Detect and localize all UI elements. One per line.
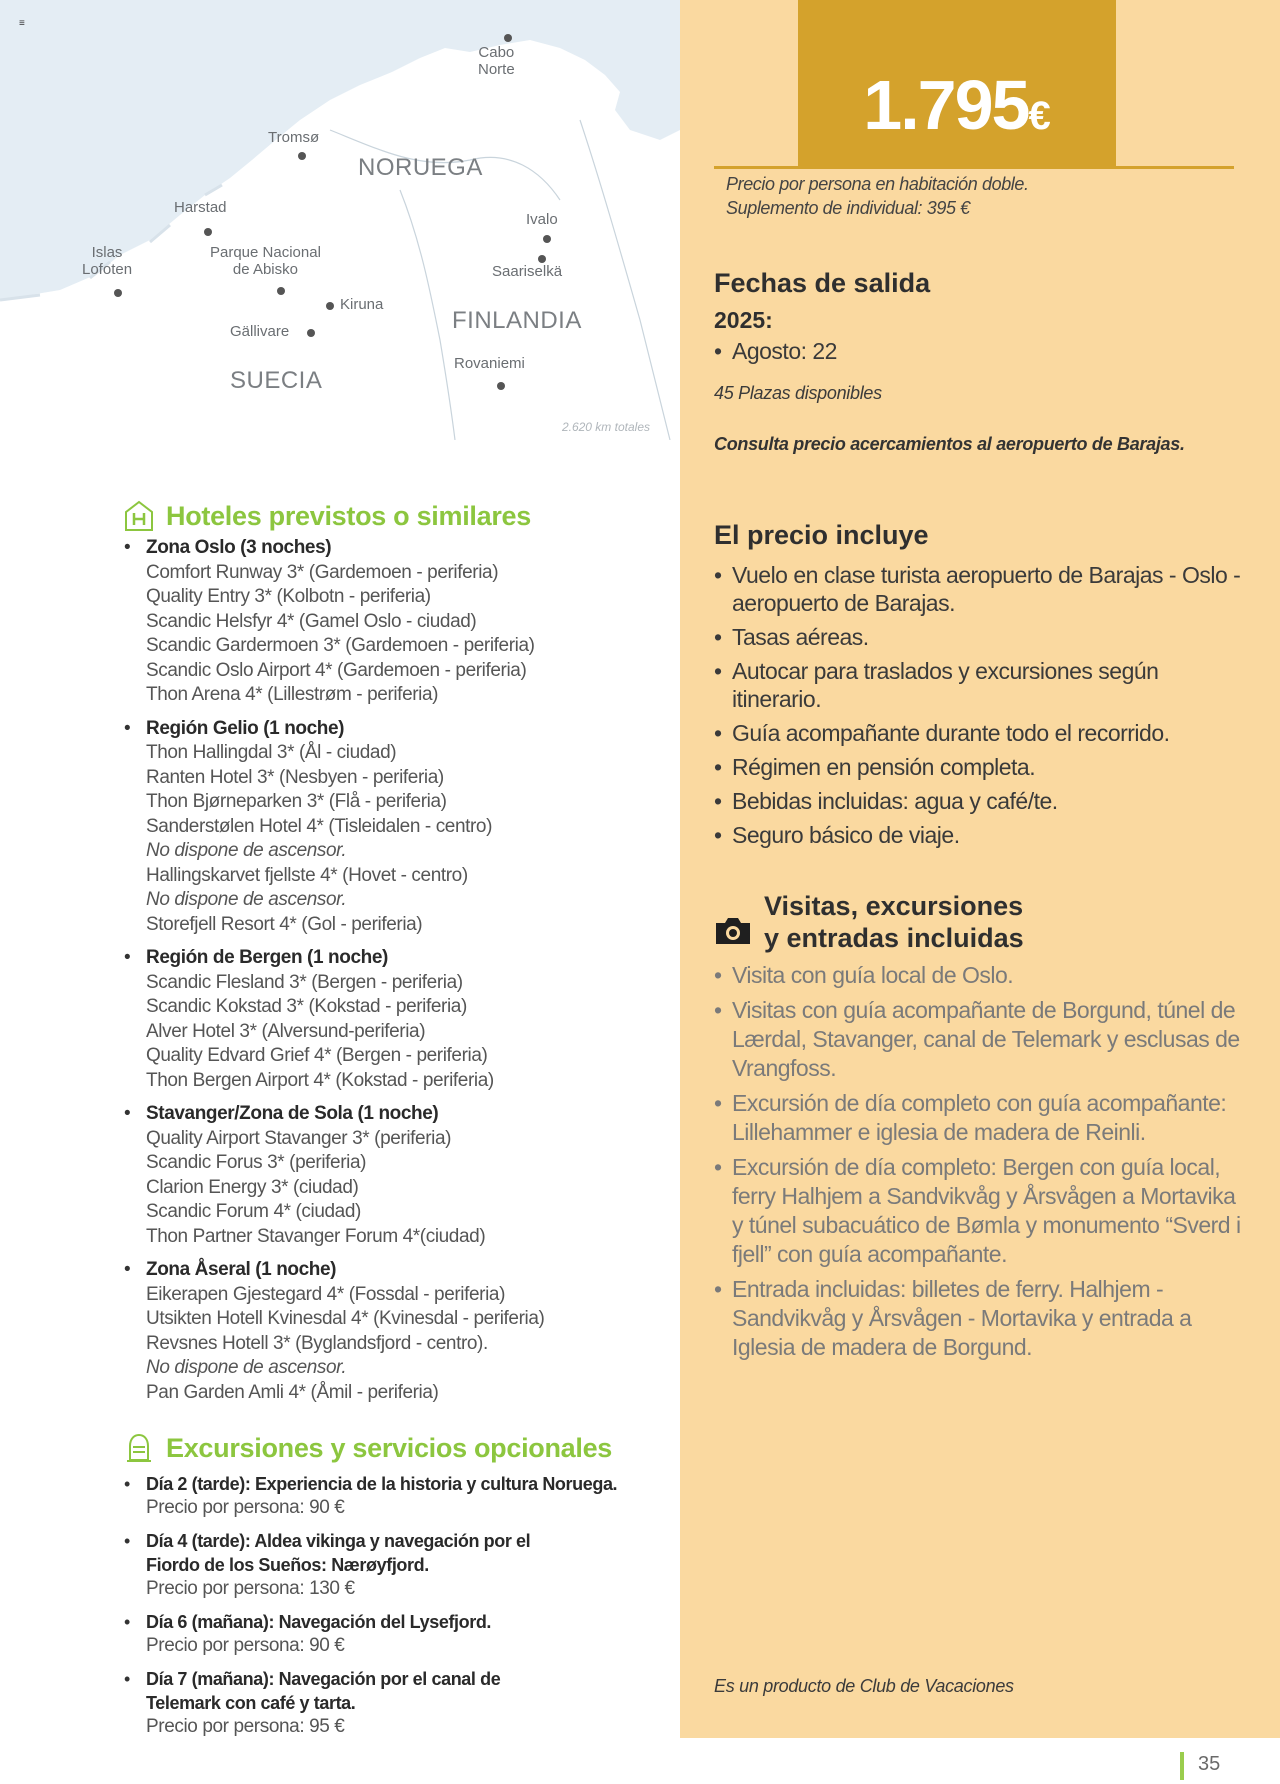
departures-title: Fechas de salida	[714, 268, 931, 298]
menu-icon: ≡	[19, 18, 25, 29]
includes-item: • Bebidas incluidas: agua y café/te.	[714, 787, 1244, 815]
price-divider	[714, 166, 1234, 169]
camera-icon	[714, 916, 752, 946]
hotel-line: Utsikten Hotell Kvinesdal 4* (Kvinesdal - periferia)	[146, 1308, 545, 1329]
hotel-line: Thon Arena 4* (Lillestrøm - periferia)	[146, 684, 439, 705]
map-dot-lofoten	[114, 289, 122, 297]
departures-note: Consulta precio acercamientos al aeropuerto de Barajas.	[714, 434, 1185, 454]
map-dot-kiruna	[326, 302, 334, 310]
hotel-line: Alver Hotel 3* (Alversund-periferia)	[146, 1020, 426, 1042]
hotel-line: Scandic Forum 4* (ciudad)	[146, 1201, 361, 1222]
map-dot-gallivare	[307, 329, 315, 337]
hotel-line: Scandic Flesland 3* (Bergen - periferia)	[146, 971, 463, 993]
optional-item	[124, 1529, 664, 1601]
hotel-zone-name: • Zona Oslo (3 noches)	[146, 537, 332, 558]
map-dot-ivalo	[543, 235, 551, 243]
optional-item	[124, 1667, 664, 1739]
hotel-zone	[124, 1102, 644, 1249]
map-label-saariselka: Saariselkä	[492, 263, 563, 280]
price	[798, 65, 1116, 145]
map-label-abisko: Parque Nacional de Abisko	[210, 244, 321, 278]
hotel-line: Comfort Runway 3* (Gardemoen - periferia)	[146, 561, 499, 583]
map-label-gallivare: Gällivare	[230, 323, 290, 340]
hotel-note: No dispone de ascensor.	[146, 840, 347, 861]
hotel-line: Ranten Hotel 3* (Nesbyen - periferia)	[146, 766, 444, 788]
visits-item: • Entrada incluidas: billetes de ferry. Halhjem - Sandvikvåg y Årsvågen - Mortavika y entrada a Iglesia de madera de Borgund.	[714, 1275, 1244, 1362]
hotels-list	[124, 536, 644, 1414]
departure-date: • Agosto: 22	[714, 337, 1244, 365]
includes-item: • Vuelo en clase turista aeropuerto de Barajas - Oslo - aeropuerto de Barajas.	[714, 561, 1244, 617]
hotel-zone-name: • Zona Åseral (1 noche)	[146, 1259, 337, 1280]
departures-seats: 45 Plazas disponibles	[714, 383, 882, 403]
visits-title-line1: Visitas, excursiones	[764, 891, 1024, 921]
hotel-line: Scandic Gardermoen 3* (Gardemoen - periferia)	[146, 635, 535, 656]
hotel-line: Pan Garden Amli 4* (Åmil - periferia)	[146, 1381, 439, 1403]
map-label-lofoten: Islas Lofoten	[82, 244, 133, 278]
hotel-line: Scandic Kokstad 3* (Kokstad - periferia)	[146, 996, 467, 1017]
hotel-line: Scandic Helsfyr 4* (Gamel Oslo - ciudad)	[146, 610, 477, 632]
hotel-zone-name: • Stavanger/Zona de Sola (1 noche)	[146, 1103, 439, 1124]
departures-year: 2025:	[714, 307, 773, 333]
visits-list	[714, 961, 1244, 1368]
route-map	[0, 0, 680, 440]
optional-item	[124, 1610, 664, 1658]
price-amount: 1.795	[863, 66, 1029, 144]
hotel-line: Scandic Forus 3* (periferia)	[146, 1152, 367, 1173]
hotel-zone	[124, 1258, 644, 1405]
includes-item: • Guía acompañante durante todo el recorrido.	[714, 719, 1244, 747]
optional-title: Excursiones y servicios opcionales	[166, 1433, 613, 1463]
optional-list	[124, 1472, 664, 1748]
map-country-noruega: NORUEGA	[358, 154, 483, 181]
hotel-line: Revsnes Hotell 3* (Byglandsfjord - centro).	[146, 1332, 488, 1354]
includes-item: • Tasas aéreas.	[714, 623, 1244, 651]
hotel-line: Quality Edvard Grief 4* (Bergen - periferia)	[146, 1045, 488, 1066]
price-note	[726, 173, 1029, 221]
excursion-icon	[124, 1432, 154, 1464]
includes-list	[714, 561, 1244, 855]
hotel-line: Hallingskarvet fjellste 4* (Hovet - centro)	[146, 864, 468, 886]
map-dot-rovaniemi	[497, 382, 505, 390]
hotel-line: Thon Bergen Airport 4* (Kokstad - periferia)	[146, 1069, 494, 1091]
hotel-line: Quality Entry 3* (Kolbotn - periferia)	[146, 586, 431, 607]
visits-title-text	[764, 890, 1024, 955]
info-panel	[680, 0, 1280, 1738]
map-dot-harstad	[204, 228, 212, 236]
price-note-single: Suplemento de individual: 395 €	[726, 197, 970, 218]
hotel-zone	[124, 946, 644, 1093]
page-number: 35	[1198, 1753, 1221, 1775]
includes-item: • Régimen en pensión completa.	[714, 753, 1244, 781]
map-dot-abisko	[277, 287, 285, 295]
hotel-icon	[124, 500, 154, 532]
hotel-line: Scandic Oslo Airport 4* (Gardemoen - periferia)	[146, 659, 527, 681]
price-box	[798, 0, 1116, 167]
map-label-harstad: Harstad	[174, 199, 227, 216]
includes-title: El precio incluye	[714, 520, 929, 550]
visits-title-line2: y entradas incluidas	[764, 923, 1024, 954]
map-country-suecia: SUECIA	[230, 367, 323, 394]
map-country-finlandia: FINLANDIA	[452, 307, 582, 334]
hotel-zone-name: • Región Gelio (1 noche)	[146, 717, 345, 739]
map-label-cabo-norte: Cabo Norte	[478, 44, 515, 78]
visits-item: • Visitas con guía acompañante de Borgund, túnel de Lærdal, Stavanger, canal de Telemark y esclusas de Vrangfoss.	[714, 996, 1244, 1083]
hotel-note: No dispone de ascensor.	[146, 1357, 347, 1378]
hotel-line: Thon Partner Stavanger Forum 4*(ciudad)	[146, 1225, 486, 1247]
optional-item-price: Precio por persona: 90 €	[146, 1635, 345, 1656]
map-dot-tromso	[298, 152, 306, 160]
optional-item-title: • Día 2 (tarde): Experiencia de la historia y cultura Noruega.	[146, 1474, 618, 1494]
visits-item: • Excursión de día completo: Bergen con guía local, ferry Halhjem a Sandvikvåg y Årsvågen a Mortavika y túnel subacuático de Bømla y monumento “Sverd i fjell” con guía acompañante.	[714, 1153, 1244, 1269]
map-label-tromso: Tromsø	[268, 129, 320, 146]
hotel-zone	[124, 536, 644, 708]
optional-item-price: Precio por persona: 130 €	[146, 1578, 355, 1599]
departures-list	[714, 337, 1244, 371]
hotel-line: Storefjell Resort 4* (Gol - periferia)	[146, 913, 423, 935]
map-label-rovaniemi: Rovaniemi	[454, 355, 525, 372]
price-currency: €	[1028, 94, 1051, 138]
hotel-line: Clarion Energy 3* (ciudad)	[146, 1176, 359, 1198]
hotel-line: Quality Airport Stavanger 3* (periferia)	[146, 1127, 452, 1149]
visits-item: • Excursión de día completo con guía acompañante: Lillehammer e iglesia de madera de Reinli.	[714, 1089, 1244, 1147]
hotels-title: Hoteles previstos o similares	[166, 501, 531, 531]
hotel-note: No dispone de ascensor.	[146, 889, 347, 910]
hotel-line: Sanderstølen Hotel 4* (Tisleidalen - centro)	[146, 815, 493, 837]
hotel-line: Eikerapen Gjestegard 4* (Fossdal - periferia)	[146, 1283, 506, 1305]
map-label-ivalo: Ivalo	[526, 211, 558, 228]
optional-item-title: • Día 4 (tarde): Aldea vikinga y navegación por el Fiordo de los Sueños: Nærøyfjord.	[146, 1531, 531, 1575]
visits-item: • Visita con guía local de Oslo.	[714, 961, 1244, 990]
optional-item-title: • Día 6 (mañana): Navegación del Lysefjord.	[146, 1612, 492, 1632]
hotel-line: Thon Hallingdal 3* (Ål - ciudad)	[146, 742, 397, 763]
map-land	[0, 0, 680, 440]
optional-item-title: • Día 7 (mañana): Navegación por el canal de Telemark con café y tarta.	[146, 1669, 501, 1713]
map-distance: 2.620 km totales	[561, 420, 650, 434]
map-dot-saariselka	[538, 255, 546, 263]
optional-item	[124, 1472, 664, 1520]
map-label-kiruna: Kiruna	[340, 296, 384, 313]
map-dot-cabo-norte	[504, 34, 512, 42]
includes-item: • Seguro básico de viaje.	[714, 821, 1244, 849]
optional-item-price: Precio por persona: 90 €	[146, 1497, 345, 1518]
hotel-zone	[124, 717, 644, 938]
product-note: Es un producto de Club de Vacaciones	[714, 1676, 1014, 1696]
includes-item: • Autocar para traslados y excursiones según itinerario.	[714, 657, 1244, 713]
page-number-bar	[1180, 1752, 1184, 1780]
price-note-double: Precio por persona en habitación doble.	[726, 174, 1029, 194]
hotel-zone-name: • Región de Bergen (1 noche)	[146, 947, 388, 968]
hotel-line: Thon Bjørneparken 3* (Flå - periferia)	[146, 791, 447, 812]
optional-item-price: Precio por persona: 95 €	[146, 1716, 345, 1737]
